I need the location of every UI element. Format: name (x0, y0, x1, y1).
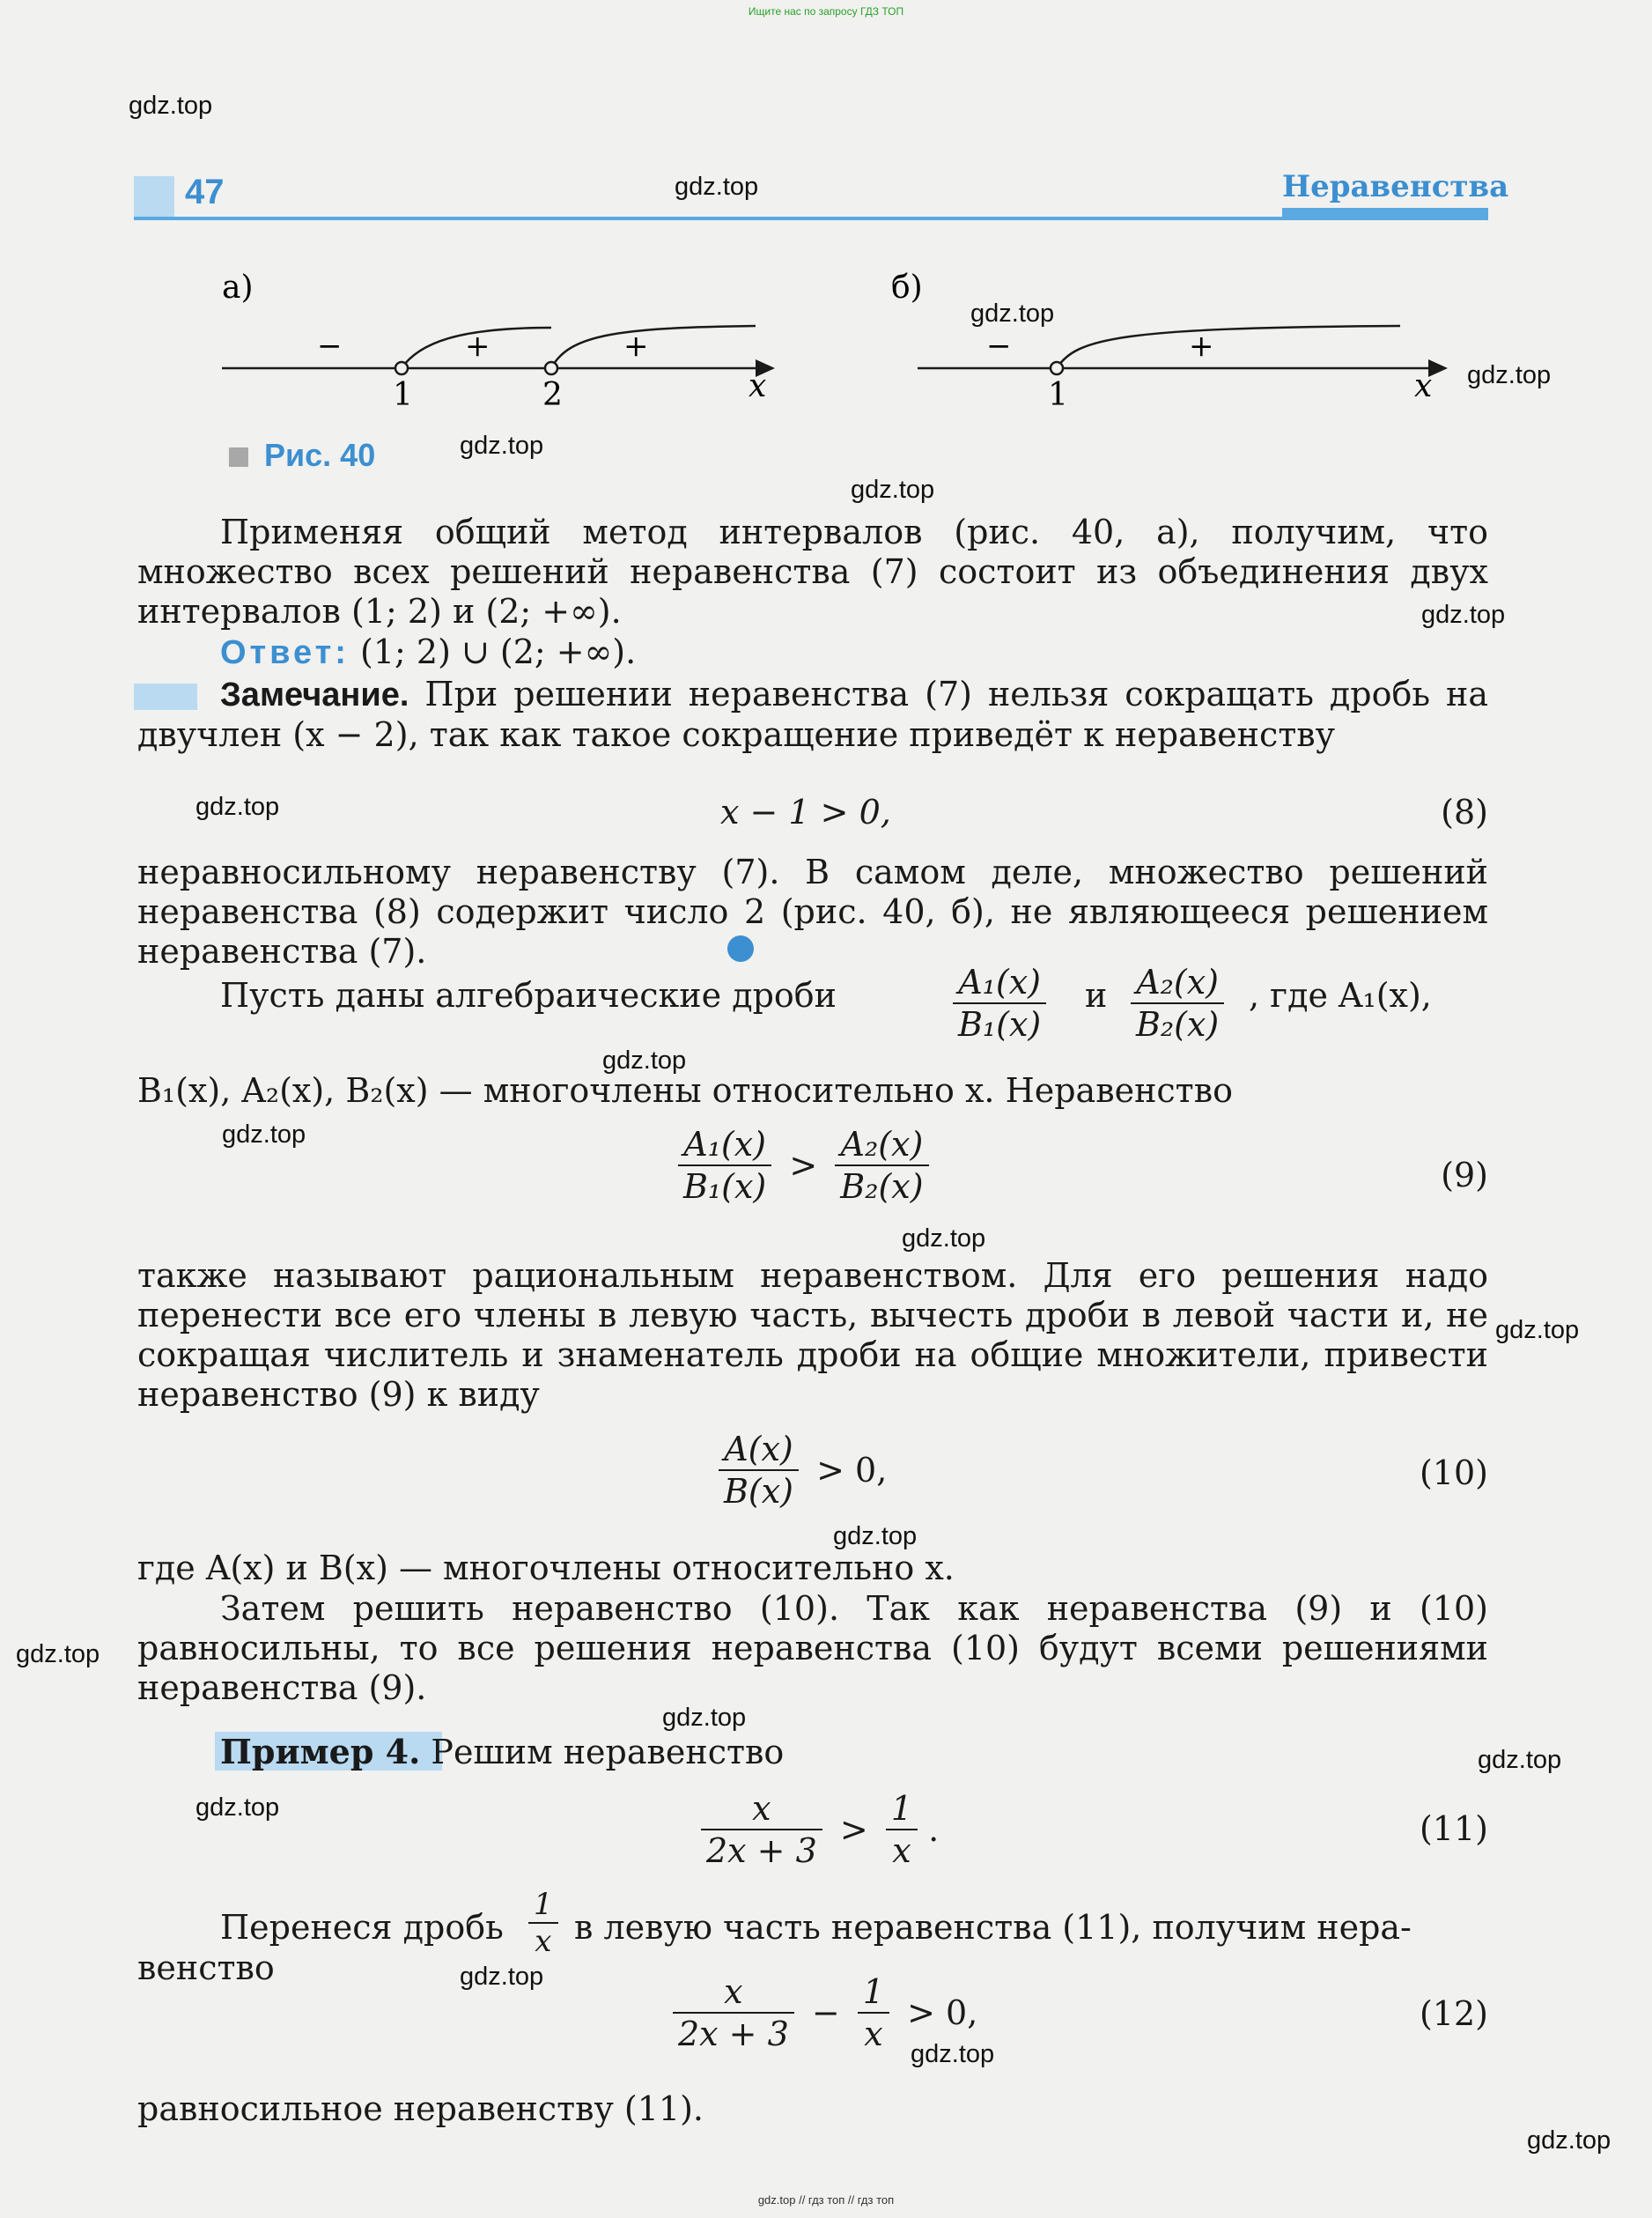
watermark: gdz.top (602, 1046, 687, 1075)
example-label: Пример 4. (220, 1732, 421, 1771)
watermark: gdz.top (460, 432, 544, 460)
interval-arc-b (1057, 326, 1400, 368)
answer-value: (1; 2) ∪ (2; +∞). (349, 632, 637, 671)
figure-caption: Рис. 40 (264, 437, 376, 473)
page-number-marker (134, 176, 174, 218)
word-and: и (1085, 976, 1108, 1015)
paragraph-polynomials: B₁(x), A₂(x), B₂(x) — многочлены относительно x. Неравенство (137, 1071, 1233, 1110)
axis-label-b: x (1414, 368, 1433, 404)
equation-12-number: (12) (1419, 1994, 1488, 2033)
example-heading (220, 1732, 784, 1771)
fraction-numerator: 1 (886, 1788, 918, 1830)
fraction-numerator: x (673, 1971, 794, 2014)
watermark: gdz.top (1495, 1316, 1580, 1344)
fraction-A2-B2 (1131, 962, 1224, 1045)
remark-label: Замечание. (220, 676, 409, 713)
paragraph-equivalent: Затем решить неравенство (10). Так как неравенства (9) и (10) равносильны, то все решения неравенства (10) будут всеми решениями неравенства (9). (137, 1589, 1488, 1707)
equation-8: x − 1 > 0, (720, 793, 891, 832)
fractions-intro-text: Пусть даны алгебраические дроби (220, 976, 837, 1015)
figure-b-label: б) (891, 270, 923, 306)
sign-plus-b: + (1189, 329, 1214, 364)
watermark: gdz.top (1421, 601, 1506, 629)
paragraph-nonequivalent: неравносильному неравенству (7). В самом деле, множество решений неравенства (8) содержит число 2 (рис. 40, б), не являющееся решением неравенства (7). (137, 853, 1488, 971)
fraction-denominator: x (535, 1924, 552, 1959)
watermark: gdz.top (902, 1224, 986, 1253)
fractions-intro-tail: , где A₁(x), (1249, 976, 1432, 1015)
sign-minus-b: − (986, 329, 1012, 364)
equation-10-tail: > 0, (816, 1451, 888, 1490)
fraction-denominator: B(x) (724, 1472, 794, 1511)
fraction-numerator: A₂(x) (835, 1124, 928, 1166)
comparison-sign: > (789, 1146, 818, 1185)
fraction-denominator: 2x + 3 (678, 2015, 789, 2053)
point-1-b (1051, 362, 1063, 374)
equation-11 (701, 1788, 939, 1871)
equation-10-number: (10) (1419, 1453, 1488, 1492)
equation-8-number: (8) (1441, 793, 1488, 832)
paragraph-method: Применяя общий метод интервалов (рис. 40, а), получим, что множество всех решений неравенства (7) состоит из объединения двух интервалов (1; 2) и (2; +∞). (137, 513, 1488, 631)
sign-plus-a1: + (465, 329, 490, 364)
fraction-denominator: x (864, 2015, 883, 2053)
inline-fraction-1-x (528, 1887, 558, 1959)
sign-minus-a: − (317, 329, 343, 364)
fraction-numerator: A(x) (719, 1429, 799, 1471)
paragraph-where: где A(x) и B(x) — многочлены относительно x. (137, 1549, 955, 1587)
point-1-a (395, 362, 408, 374)
point-2-a (545, 362, 557, 374)
fraction-numerator: A₁(x) (678, 1124, 771, 1166)
watermark: gdz.top (222, 1120, 306, 1149)
section-title: Неравенства (1282, 169, 1509, 204)
caption-marker (229, 447, 248, 467)
fraction-numerator: 1 (528, 1887, 558, 1924)
comparison-sign: > (839, 1810, 868, 1849)
fraction-denominator: B₂(x) (1136, 1005, 1220, 1044)
tick-1-b: 1 (1048, 377, 1068, 413)
watermark: gdz.top (662, 1704, 747, 1732)
paragraph-move-fraction (220, 1908, 504, 1947)
move-fraction-text-c: венство (137, 1948, 275, 1987)
paragraph-equivalent-final: равносильное неравенству (11). (137, 2089, 704, 2128)
equation-11-number: (11) (1419, 1809, 1488, 1848)
move-fraction-text-a: Перенеся дробь (220, 1908, 504, 1947)
watermark: gdz.top (195, 793, 280, 821)
fraction-denominator: x (892, 1831, 911, 1870)
end-of-remark-dot (727, 935, 754, 962)
page-number: 47 (185, 173, 225, 211)
tick-2-a: 2 (542, 377, 563, 413)
figure-a-label: а) (222, 270, 254, 306)
bottom-banner: gdz.top // гдз топ // гдз топ (757, 2193, 895, 2207)
watermark: gdz.top (129, 92, 213, 120)
watermark: gdz.top (460, 1963, 544, 1991)
figure-40 (203, 264, 1479, 423)
fraction-numerator: A₁(x) (953, 962, 1046, 1004)
remark-text: При решении неравенства (7) нельзя сокращать дробь на двучлен (x − 2), так как такое сокращение приведёт к неравенству (137, 675, 1488, 754)
fraction-numerator: x (701, 1788, 822, 1830)
header-rule (134, 217, 1488, 220)
answer-label: Ответ: (220, 634, 350, 671)
watermark: gdz.top (675, 173, 759, 201)
fraction-denominator: B₁(x) (683, 1167, 767, 1206)
sign-plus-a2: + (623, 329, 649, 364)
example-text: Решим неравенство (420, 1733, 785, 1771)
equation-11-period: . (928, 1810, 940, 1849)
paragraph-fractions-intro (220, 976, 837, 1015)
equation-12-tail: > 0, (907, 1993, 978, 2032)
watermark: gdz.top (1467, 361, 1552, 389)
answer-line (220, 632, 636, 672)
fraction-numerator: 1 (858, 1971, 889, 2014)
watermark: gdz.top (16, 1640, 100, 1668)
fraction-denominator: B₂(x) (840, 1167, 924, 1206)
interval-arc-2-inf (551, 326, 756, 368)
watermark: gdz.top (1478, 1746, 1562, 1774)
watermark: gdz.top (1527, 2126, 1611, 2155)
fraction-A1-B1 (953, 962, 1046, 1045)
watermark: gdz.top (851, 476, 935, 504)
fraction-denominator: B₁(x) (958, 1005, 1042, 1044)
equation-9-number: (9) (1441, 1156, 1488, 1194)
watermark: gdz.top (195, 1793, 280, 1822)
tick-1-a: 1 (393, 377, 413, 413)
move-fraction-text-b: в левую часть неравенства (11), получим нера- (574, 1908, 1412, 1947)
fraction-denominator: 2x + 3 (706, 1831, 817, 1870)
remark-paragraph (137, 675, 1488, 755)
equation-10 (719, 1429, 887, 1512)
watermark: gdz.top (970, 299, 1055, 328)
minus-sign: − (811, 1993, 840, 2032)
axis-label-a: x (749, 368, 767, 404)
fraction-numerator: A₂(x) (1131, 962, 1224, 1004)
watermark: gdz.top (911, 2040, 995, 2068)
watermark: gdz.top (833, 1522, 918, 1550)
equation-9 (678, 1124, 929, 1207)
top-banner: Ищите нас по запросу ГДЗ ТОП (748, 5, 904, 18)
paragraph-rational: также называют рациональным неравенством. Для его решения надо перенести все его члены в левую часть, вычесть дроби в левой части и, не сокращая числитель и знаменатель дроби на общие множители, привести неравенство (9) к виду (137, 1256, 1488, 1414)
